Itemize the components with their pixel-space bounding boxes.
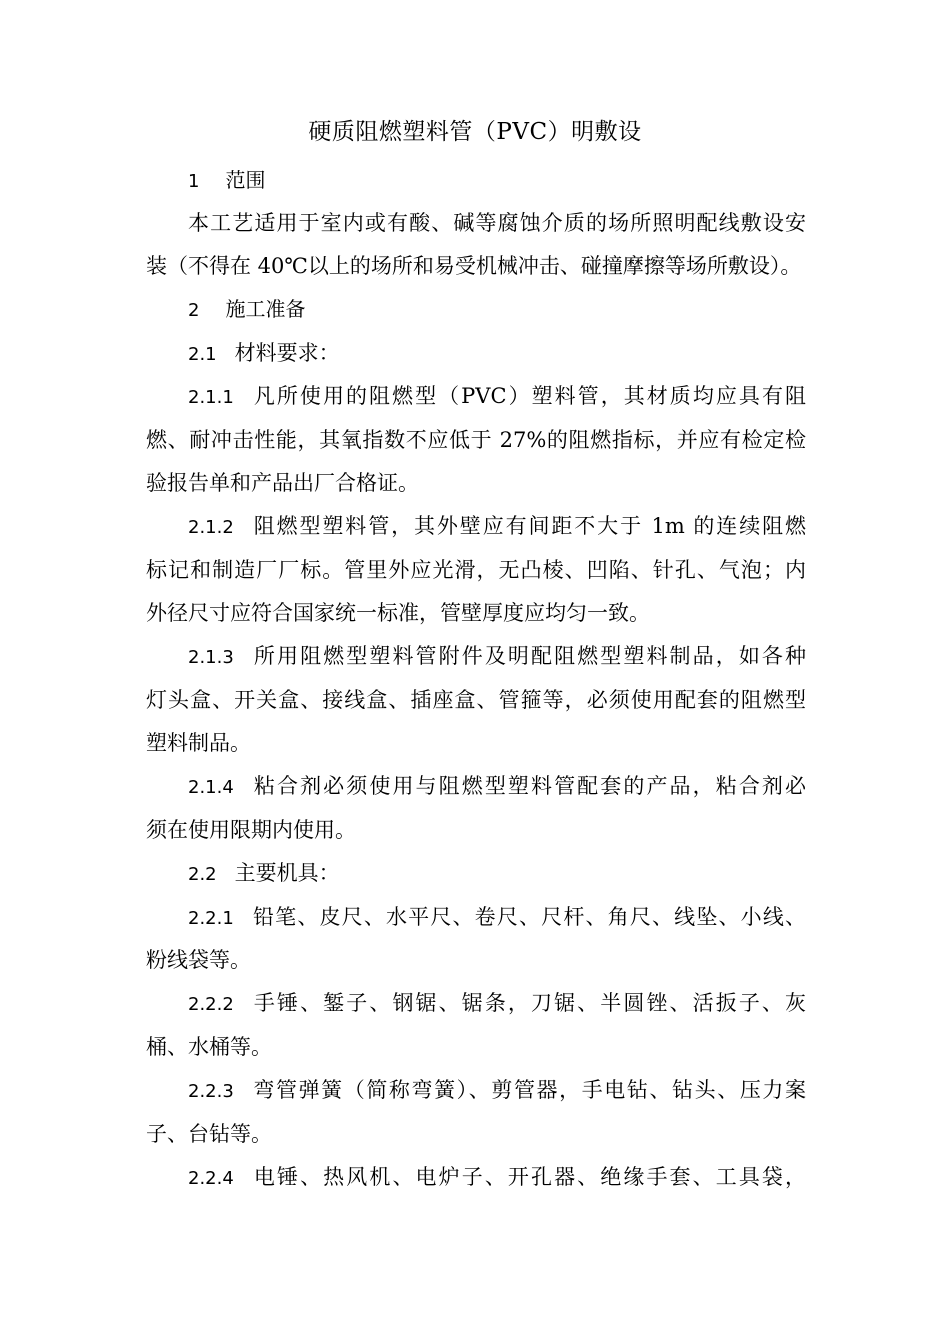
section-number: 2	[188, 300, 200, 321]
section-heading-2	[188, 294, 806, 324]
clause-text: 所用阻燃型塑料管附件及明配阻燃型塑料制品，如各种	[251, 644, 806, 668]
clause-text: 手锤、錾子、钢锯、锯条，刀锯、半圆锉、活扳子、灰	[251, 991, 806, 1015]
clause-number: 2.1.1	[188, 387, 234, 408]
paragraph-line: 子、台钻等。	[146, 1122, 272, 1146]
paragraph-line: 桶、水桶等。	[146, 1035, 272, 1059]
paragraph-line: 灯头盒、开关盒、接线盒、插座盒、管箍等，必须使用配套的阻燃型	[146, 688, 806, 712]
paragraph-line: 标记和制造厂厂标。管里外应光滑，无凸棱、凹陷、针孔、气泡；内	[146, 558, 806, 582]
section-number: 1	[188, 171, 200, 192]
paragraph-line: 本工艺适用于室内或有酸、碱等腐蚀介质的场所照明配线敷设安	[188, 211, 806, 235]
clause-number: 2.1.4	[188, 777, 234, 798]
clause-2-1-4	[188, 771, 806, 801]
paragraph-line: 燃、耐冲击性能，其氧指数不应低于 27%的阻燃指标，并应有检定检	[146, 428, 806, 452]
clause-2-1-1	[188, 381, 806, 411]
paragraph-line: 塑料制品。	[146, 731, 251, 755]
clause-number: 2.2.4	[188, 1168, 234, 1189]
page-title: 硬质阻燃塑料管（PVC）明敷设	[308, 119, 642, 145]
clause-text: 材料要求：	[234, 341, 340, 365]
clause-text: 电锤、热风机、电炉子、开孔器、绝缘手套、工具袋，	[251, 1165, 806, 1189]
paragraph-line: 装（不得在 40℃以上的场所和易受机械冲击、碰撞摩擦等场所敷设）。	[146, 254, 802, 278]
clause-2-2-4	[188, 1162, 806, 1192]
clause-text: 铅笔、皮尺、水平尺、卷尺、尺杆、角尺、线坠、小线、	[251, 905, 806, 929]
clause-text: 弯管弹簧（简称弯簧）、剪管器，手电钻、钻头、压力案	[251, 1078, 806, 1102]
paragraph-line: 粉线袋等。	[146, 948, 251, 972]
clause-2-2-1	[188, 902, 806, 932]
clause-number: 2.2.2	[188, 994, 234, 1015]
clause-2-1-3	[188, 641, 806, 671]
clause-number: 2.1	[188, 344, 217, 365]
clause-2-2-2	[188, 988, 806, 1018]
section-title: 施工准备	[225, 297, 306, 321]
clause-number: 2.2.3	[188, 1081, 234, 1102]
clause-text: 粘合剂必须使用与阻燃型塑料管配套的产品，粘合剂必	[251, 774, 806, 798]
clause-number: 2.2.1	[188, 908, 234, 929]
clause-2-2-3	[188, 1075, 806, 1105]
subsection-2-2	[188, 858, 806, 888]
clause-text: 主要机具：	[234, 861, 340, 885]
subsection-2-1	[188, 338, 806, 368]
paragraph-line: 验报告单和产品出厂合格证。	[146, 471, 419, 495]
paragraph-line: 须在使用限期内使用。	[146, 818, 356, 842]
section-heading-1	[188, 165, 806, 195]
clause-2-1-2	[188, 511, 806, 541]
clause-number: 2.1.2	[188, 517, 234, 538]
clause-text: 凡所使用的阻燃型（PVC）塑料管，其材质均应具有阻	[251, 384, 806, 408]
paragraph-line: 外径尺寸应符合国家统一标准，管壁厚度应均匀一致。	[146, 601, 650, 625]
clause-number: 2.2	[188, 864, 217, 885]
clause-text: 阻燃型塑料管，其外壁应有间距不大于 1m 的连续阻燃	[251, 514, 806, 538]
clause-number: 2.1.3	[188, 647, 234, 668]
section-title: 范围	[225, 168, 266, 192]
